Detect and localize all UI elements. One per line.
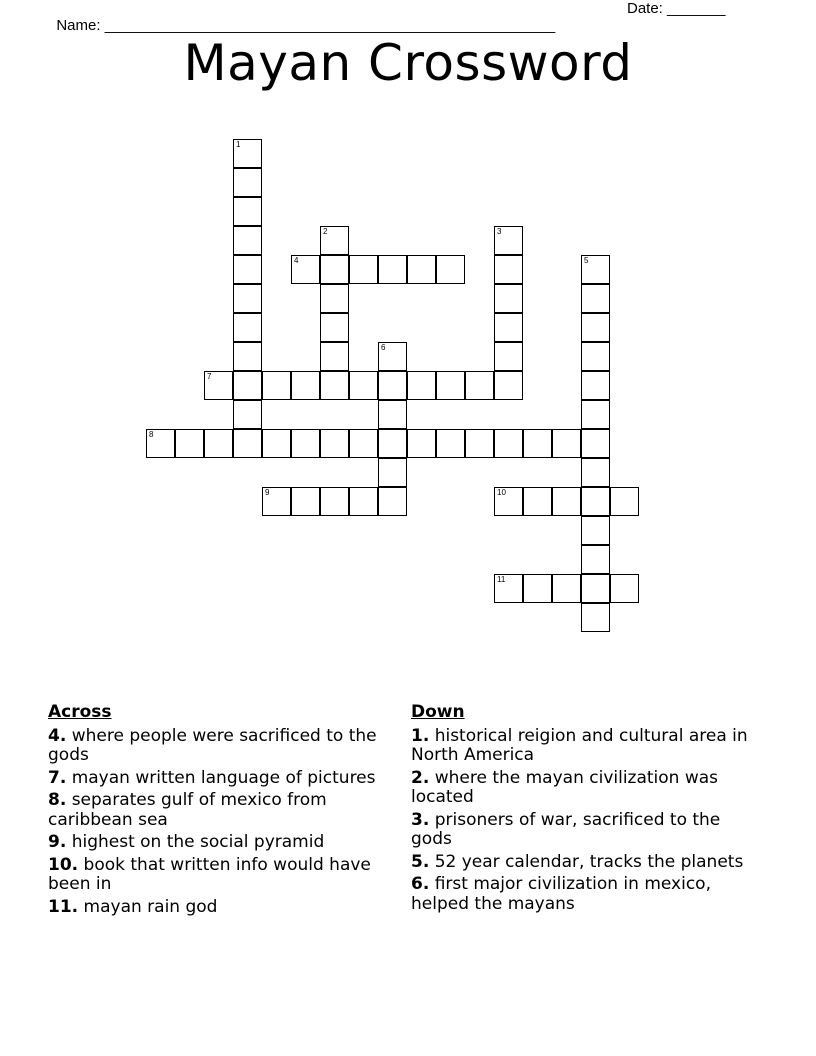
grid-cell[interactable] <box>581 516 610 545</box>
grid-cell[interactable] <box>407 371 436 400</box>
clue-number-label: 3 <box>497 227 502 236</box>
clue-number-label: 6 <box>381 343 386 352</box>
clue-number: 9. <box>48 832 67 852</box>
grid-cell[interactable] <box>581 603 610 632</box>
grid-cell[interactable] <box>320 226 349 255</box>
clue-number-label: 5 <box>584 256 589 265</box>
grid-cell[interactable] <box>523 574 552 603</box>
down-heading: Down <box>411 702 465 722</box>
clue-2 <box>411 811 761 850</box>
clue-number-label: 11 <box>497 575 506 584</box>
clue-number: 1. <box>411 725 430 746</box>
clue-text: mayan written language of pictures <box>71 767 376 788</box>
grid-cell[interactable] <box>494 313 523 342</box>
grid-cell[interactable] <box>523 487 552 516</box>
clue-number: 4. <box>48 725 67 746</box>
grid-cell[interactable] <box>320 255 349 284</box>
grid-cell[interactable] <box>320 342 349 371</box>
clue-number-label: 1 <box>236 140 241 149</box>
grid-cell[interactable] <box>233 342 262 371</box>
grid-cell[interactable] <box>494 371 523 400</box>
grid-cell[interactable] <box>262 371 291 400</box>
clue-5 <box>48 898 398 918</box>
grid-cell[interactable] <box>581 255 610 284</box>
clue-text: mayan rain god <box>83 896 218 917</box>
grid-cell[interactable] <box>291 487 320 516</box>
grid-cell[interactable] <box>407 429 436 458</box>
clue-number: 3. <box>411 809 430 830</box>
clue-text: where the mayan civilization was located <box>411 767 719 807</box>
grid-cell[interactable] <box>610 487 639 516</box>
page-title: Mayan Crossword <box>183 34 633 92</box>
date-field[interactable]: Date: _______ <box>627 0 726 17</box>
grid-cell[interactable] <box>233 139 262 168</box>
grid-cell[interactable] <box>378 255 407 284</box>
grid-cell[interactable] <box>494 429 523 458</box>
clue-number-label: 10 <box>497 488 506 497</box>
grid-cell[interactable] <box>320 487 349 516</box>
clue-1 <box>411 769 761 808</box>
clue-4 <box>411 875 761 914</box>
clue-number: 8. <box>48 790 67 810</box>
grid-cell[interactable] <box>349 371 378 400</box>
grid-cell[interactable] <box>378 429 407 458</box>
clue-number-label: 2 <box>323 227 328 236</box>
grid-cell[interactable] <box>494 226 523 255</box>
grid-cell[interactable] <box>349 487 378 516</box>
grid-cell[interactable] <box>233 313 262 342</box>
grid-cell[interactable] <box>291 429 320 458</box>
grid-cell[interactable] <box>494 284 523 313</box>
grid-cell[interactable] <box>378 371 407 400</box>
grid-cell[interactable] <box>233 168 262 197</box>
grid-cell[interactable] <box>175 429 204 458</box>
grid-cell[interactable] <box>552 487 581 516</box>
grid-cell[interactable] <box>378 458 407 487</box>
grid-cell[interactable] <box>523 429 552 458</box>
grid-cell[interactable] <box>581 284 610 313</box>
grid-cell[interactable] <box>320 371 349 400</box>
grid-cell[interactable] <box>320 313 349 342</box>
grid-cell[interactable] <box>436 429 465 458</box>
clue-2 <box>48 791 398 830</box>
grid-cell[interactable] <box>378 400 407 429</box>
grid-cell[interactable] <box>581 371 610 400</box>
grid-cell[interactable] <box>349 255 378 284</box>
grid-cell[interactable] <box>349 429 378 458</box>
grid-cell[interactable] <box>291 255 320 284</box>
grid-cell[interactable] <box>204 429 233 458</box>
grid-cell[interactable] <box>204 371 233 400</box>
grid-cell[interactable] <box>581 458 610 487</box>
clue-text: historical reigion and cultural area in North America <box>411 725 748 765</box>
grid-cell[interactable] <box>378 487 407 516</box>
clue-number-label: 9 <box>265 488 270 497</box>
grid-cell[interactable] <box>581 574 610 603</box>
grid-cell[interactable] <box>494 342 523 371</box>
clue-text: book that written info would have been in <box>48 854 371 894</box>
clue-3 <box>411 853 761 873</box>
grid-cell[interactable] <box>233 400 262 429</box>
grid-cell[interactable] <box>494 574 523 603</box>
clue-text: 52 year calendar, tracks the planets <box>434 851 744 872</box>
clue-number-label: 4 <box>294 256 299 265</box>
grid-cell[interactable] <box>552 429 581 458</box>
name-field[interactable]: Name: ______________________________________________________ <box>56 17 556 34</box>
clue-number-label: 7 <box>207 372 212 381</box>
clue-number: 11. <box>48 896 79 917</box>
grid-cell[interactable] <box>465 371 494 400</box>
clue-0 <box>411 727 761 766</box>
grid-cell[interactable] <box>581 429 610 458</box>
grid-cell[interactable] <box>581 487 610 516</box>
grid-cell[interactable] <box>465 429 494 458</box>
grid-cell[interactable] <box>378 342 407 371</box>
clue-4 <box>48 856 398 895</box>
across-clues <box>48 703 398 920</box>
clue-text: prisoners of war, sacrificed to the gods <box>411 809 721 849</box>
grid-cell[interactable] <box>436 371 465 400</box>
grid-cell[interactable] <box>291 371 320 400</box>
grid-cell[interactable] <box>494 487 523 516</box>
grid-cell[interactable] <box>581 400 610 429</box>
clue-number: 7. <box>48 767 67 788</box>
grid-cell[interactable] <box>262 429 291 458</box>
grid-cell[interactable] <box>494 255 523 284</box>
clue-number: 5. <box>411 851 430 872</box>
grid-cell[interactable] <box>581 342 610 371</box>
clue-text: separates gulf of mexico from caribbean sea <box>48 790 327 830</box>
clue-number-label: 8 <box>149 430 154 439</box>
clue-1 <box>48 769 398 789</box>
clue-text: highest on the social pyramid <box>71 832 325 852</box>
clue-0 <box>48 727 398 766</box>
grid-cell[interactable] <box>233 226 262 255</box>
grid-cell[interactable] <box>320 429 349 458</box>
grid-cell[interactable] <box>146 429 175 458</box>
grid-cell[interactable] <box>320 284 349 313</box>
grid-cell[interactable] <box>233 197 262 226</box>
grid-cell[interactable] <box>581 545 610 574</box>
grid-cell[interactable] <box>407 255 436 284</box>
grid-cell[interactable] <box>552 574 581 603</box>
down-clues <box>411 703 761 917</box>
clue-text: where people were sacrificed to the gods <box>48 725 377 765</box>
grid-cell[interactable] <box>436 255 465 284</box>
clue-3 <box>48 833 398 853</box>
grid-cell[interactable] <box>233 255 262 284</box>
grid-cell[interactable] <box>233 284 262 313</box>
across-heading: Across <box>48 702 112 722</box>
grid-cell[interactable] <box>233 371 262 400</box>
grid-cell[interactable] <box>233 429 262 458</box>
clue-text: first major civilization in mexico, helped the mayans <box>411 874 711 914</box>
grid-cell[interactable] <box>262 487 291 516</box>
clue-number: 2. <box>411 767 430 788</box>
grid-cell[interactable] <box>610 574 639 603</box>
clue-number: 6. <box>411 874 430 894</box>
grid-cell[interactable] <box>581 313 610 342</box>
clue-number: 10. <box>48 854 79 875</box>
